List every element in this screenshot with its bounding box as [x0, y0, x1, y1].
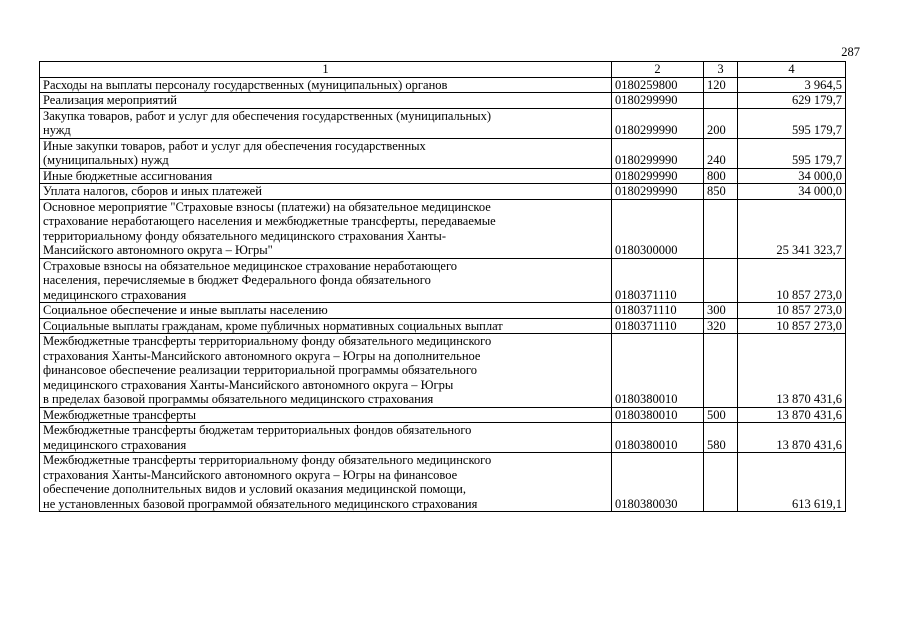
row-name-cell: Социальные выплаты гражданам, кроме публичных нормативных социальных выплат [40, 318, 612, 334]
row-sum-cell: 629 179,7 [738, 93, 846, 109]
table-row [40, 184, 846, 200]
row-name-cell: Закупка товаров, работ и услуг для обеспечения государственных (муниципальных) нужд [40, 108, 612, 138]
row-sum-cell: 613 619,1 [738, 453, 846, 512]
table-row [40, 318, 846, 334]
row-sum-cell: 34 000,0 [738, 168, 846, 184]
row-name-cell: Основное мероприятие "Страховые взносы (платежи) на обязательное медицинское страхование неработающего населения и межбюджетные трансферты, передаваемые территориальному фонду обязательного медицинского страхования Ханты- Мансийского автономного округа – Югры" [40, 199, 612, 258]
table-row [40, 453, 846, 512]
row-name-cell: Иные бюджетные ассигнования [40, 168, 612, 184]
row-sum-cell: 10 857 273,0 [738, 318, 846, 334]
page-number: 287 [841, 45, 860, 59]
table-body [40, 77, 846, 512]
table-row [40, 138, 846, 168]
row-sum-cell: 595 179,7 [738, 138, 846, 168]
row-name-cell: Страховые взносы на обязательное медицинское страхование неработающего населения, перечисляемые в бюджет Федерального фонда обязательного медицинского страхования [40, 258, 612, 303]
header-col-4: 4 [738, 62, 846, 78]
row-sum-cell: 595 179,7 [738, 108, 846, 138]
row-code-cell: 0180259800 [612, 77, 704, 93]
row-type-cell [704, 93, 738, 109]
row-type-cell [704, 258, 738, 303]
row-name-cell: Иные закупки товаров, работ и услуг для обеспечения государственных (муниципальных) нужд [40, 138, 612, 168]
row-code-cell: 0180380030 [612, 453, 704, 512]
row-type-cell [704, 334, 738, 408]
row-type-cell [704, 199, 738, 258]
row-sum-cell: 10 857 273,0 [738, 258, 846, 303]
row-code-cell: 0180380010 [612, 407, 704, 423]
row-code-cell: 0180299990 [612, 93, 704, 109]
row-type-cell: 300 [704, 303, 738, 319]
row-type-cell: 800 [704, 168, 738, 184]
row-sum-cell: 13 870 431,6 [738, 407, 846, 423]
row-type-cell: 850 [704, 184, 738, 200]
table-row [40, 334, 846, 408]
row-type-cell: 320 [704, 318, 738, 334]
row-name-cell: Реализация мероприятий [40, 93, 612, 109]
row-sum-cell: 25 341 323,7 [738, 199, 846, 258]
row-code-cell: 0180300000 [612, 199, 704, 258]
table-row [40, 303, 846, 319]
row-code-cell: 0180299990 [612, 168, 704, 184]
row-type-cell: 580 [704, 423, 738, 453]
row-sum-cell: 13 870 431,6 [738, 423, 846, 453]
table-row [40, 108, 846, 138]
row-name-cell: Межбюджетные трансферты бюджетам территориальных фондов обязательного медицинского страхования [40, 423, 612, 453]
table-row [40, 168, 846, 184]
row-code-cell: 0180380010 [612, 423, 704, 453]
table-header [40, 62, 846, 78]
row-sum-cell: 3 964,5 [738, 77, 846, 93]
budget-table [39, 61, 846, 512]
row-name-cell: Уплата налогов, сборов и иных платежей [40, 184, 612, 200]
row-code-cell: 0180371110 [612, 318, 704, 334]
header-col-2: 2 [612, 62, 704, 78]
row-code-cell: 0180380010 [612, 334, 704, 408]
table-row [40, 93, 846, 109]
row-name-cell: Межбюджетные трансферты территориальному фонду обязательного медицинского страхования Ханты-Мансийского автономного округа – Югры на финансовое обеспечение дополнительных видов и условий оказания медицинской помощи, не установленных базовой программой обязательного медицинского страхования [40, 453, 612, 512]
header-row [40, 62, 846, 78]
row-type-cell: 240 [704, 138, 738, 168]
row-code-cell: 0180299990 [612, 138, 704, 168]
row-name-cell: Межбюджетные трансферты территориальному фонду обязательного медицинского страхования Ханты-Мансийского автономного округа – Югры на дополнительное финансовое обеспечение реализации территориальной программы обязательного медицинского страхования Ханты-Мансийского автономного округа – Югры в пределах базовой программы обязательного медицинского страхования [40, 334, 612, 408]
row-code-cell: 0180371110 [612, 303, 704, 319]
table-row [40, 407, 846, 423]
row-type-cell: 120 [704, 77, 738, 93]
row-sum-cell: 10 857 273,0 [738, 303, 846, 319]
row-type-cell: 200 [704, 108, 738, 138]
row-code-cell: 0180299990 [612, 108, 704, 138]
header-col-1: 1 [40, 62, 612, 78]
row-name-cell: Социальное обеспечение и иные выплаты населению [40, 303, 612, 319]
row-code-cell: 0180299990 [612, 184, 704, 200]
row-code-cell: 0180371110 [612, 258, 704, 303]
row-type-cell: 500 [704, 407, 738, 423]
row-sum-cell: 13 870 431,6 [738, 334, 846, 408]
row-name-cell: Расходы на выплаты персоналу государственных (муниципальных) органов [40, 77, 612, 93]
table-row [40, 258, 846, 303]
header-col-3: 3 [704, 62, 738, 78]
table-row [40, 423, 846, 453]
row-type-cell [704, 453, 738, 512]
row-sum-cell: 34 000,0 [738, 184, 846, 200]
row-name-cell: Межбюджетные трансферты [40, 407, 612, 423]
table-row [40, 199, 846, 258]
table-row [40, 77, 846, 93]
